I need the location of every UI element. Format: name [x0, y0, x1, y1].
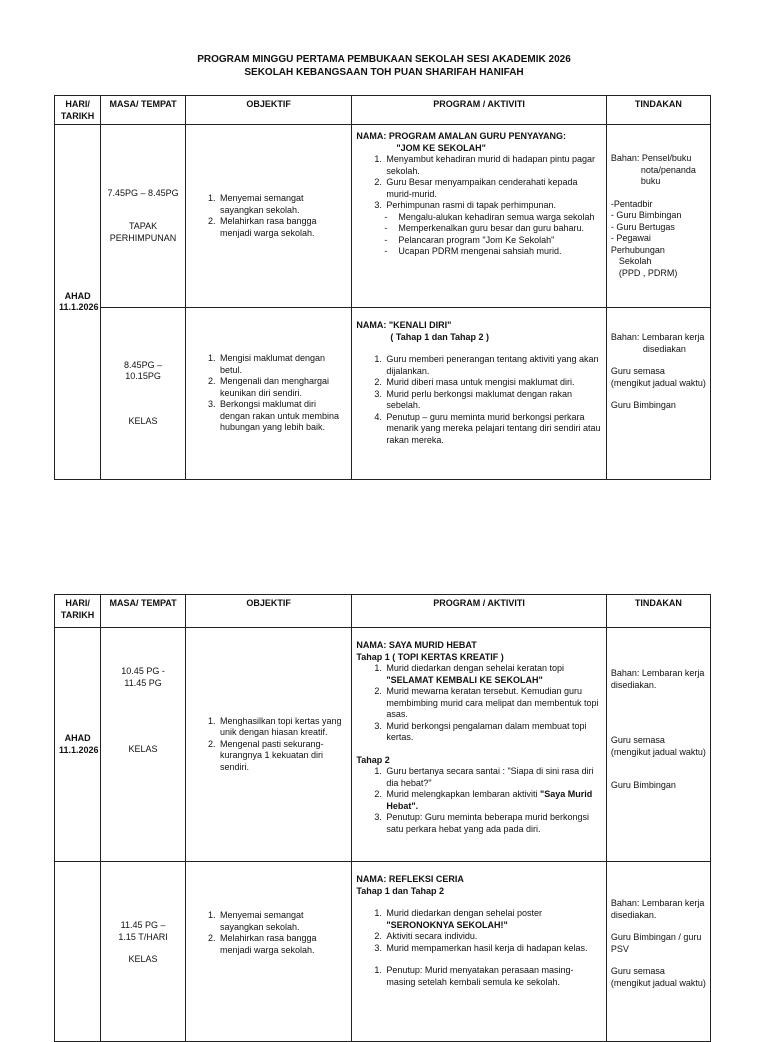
- masa-place: KELAS: [128, 415, 158, 426]
- step-text-bold: "SERONOKNYA SEKOLAH!": [386, 919, 508, 930]
- program-cell: [352, 308, 606, 480]
- program-name: NAMA: "KENALI DIRI": [356, 320, 452, 330]
- program-name: NAMA: REFLEKSI CERIA: [356, 874, 464, 884]
- program-steps: [356, 766, 601, 835]
- header-objektif: OBJEKTIF: [185, 595, 351, 628]
- tindakan-cell: [606, 308, 710, 480]
- list-item: [384, 789, 601, 812]
- list-item: 1. Menyemai semangat sayangkan sekolah.: [218, 193, 347, 216]
- masa-time: 8.45PG – 10.15PG: [124, 359, 163, 382]
- table-row: [55, 308, 711, 480]
- tindakan-bahan-cont: disediakan: [642, 343, 686, 354]
- program-substeps: [356, 212, 601, 258]
- header-tindakan: TINDAKAN: [606, 595, 710, 628]
- schedule-table-2: [54, 594, 711, 1042]
- tindakan-item: Sekolah: [618, 256, 652, 266]
- tindakan-bahan: Bahan: Lembaran kerja disediakan.: [610, 898, 705, 920]
- list-item: - Pelancaran program "Jom Ke Sekolah": [386, 235, 601, 247]
- list-item: 3. Murid perlu berkongsi maklumat dengan rakan sebelah.: [384, 389, 601, 412]
- tindakan-semasa: Guru semasa (mengikut jadual waktu): [610, 966, 706, 988]
- objektif-list: [190, 193, 347, 239]
- header-hari: HARI/ TARIKH: [55, 96, 101, 125]
- list-item: 1. Penutup: Murid menyatakan perasaan masing-masing setelah kembali semula ke sekolah.: [384, 965, 601, 988]
- step-text-bold: "SELAMAT KEMBALI KE SEKOLAH": [386, 674, 543, 685]
- step-text-bold: "Saya Murid Hebat".: [386, 789, 593, 811]
- program-steps: [356, 908, 601, 954]
- list-item: 1. Guru memberi penerangan tentang aktiviti yang akan dijalankan.: [384, 354, 601, 377]
- list-item: 2. Guru Besar menyampaikan cenderahati kepada murid-murid.: [384, 177, 601, 200]
- hari-text: AHAD 11.1.2026: [59, 733, 99, 755]
- table-header-row: [55, 96, 711, 125]
- hari-cell: [55, 862, 101, 1042]
- objektif-list: [190, 716, 347, 774]
- tindakan-item: - Guru Bimbingan: [610, 210, 682, 220]
- objektif-cell: [185, 628, 351, 862]
- step-text: Murid diedarkan dengan sehelai keratan topi: [386, 663, 564, 673]
- tindakan-guru: Guru Bimbingan: [610, 780, 676, 790]
- hari-cell: [55, 125, 101, 480]
- tindakan-guru: Guru Bimbingan: [610, 400, 676, 410]
- list-item: 2. Murid mewarna keratan tersebut. Kemudian guru membimbing murid cara melipat dan membentuk topi asas.: [384, 686, 601, 721]
- list-item: 2. Mengenal pasti sekurang-kurangnya 1 kekuatan diri sendiri.: [218, 739, 347, 774]
- program-tahap: Tahap 1 dan Tahap 2: [356, 885, 445, 896]
- list-item: 1. Menghasilkan topi kertas yang unik dengan hiasan kreatif.: [218, 716, 347, 739]
- tindakan-cell: [606, 125, 710, 308]
- objektif-cell: [185, 308, 351, 480]
- list-item: 2. Mengenali dan menghargai keunikan diri sendiri.: [218, 376, 347, 399]
- tindakan-bahan-cont: buku: [640, 176, 661, 186]
- program-cell: [352, 628, 606, 862]
- program-tahap: Tahap 2: [356, 754, 390, 765]
- list-item: 2. Melahirkan rasa bangga menjadi warga sekolah.: [218, 216, 347, 239]
- objektif-cell: [185, 125, 351, 308]
- table-row: [55, 125, 711, 308]
- tindakan-semasa: Guru semasa (mengikut jadual waktu): [610, 366, 706, 388]
- table-row: [55, 628, 711, 862]
- program-subtitle: ( Tahap 1 dan Tahap 2 ): [390, 331, 490, 342]
- list-item: 3. Perhimpunan rasmi di tapak perhimpunan.: [384, 200, 601, 212]
- tindakan-item: - Guru Bertugas: [610, 221, 675, 232]
- tindakan-cell: [606, 862, 710, 1042]
- list-item: 1. Guru bertanya secara santai : "Siapa di sini rasa diri dia hebat?": [384, 766, 601, 789]
- program-steps: [356, 154, 601, 212]
- school-name: SEKOLAH KEBANGSAAN TOH PUAN SHARIFAH HANIFAH: [244, 67, 524, 78]
- objektif-cell: [185, 862, 351, 1042]
- list-item: 2. Melahirkan rasa bangga menjadi warga sekolah.: [218, 933, 347, 956]
- masa-cell: [101, 862, 186, 1042]
- list-item: 3. Murid mempamerkan hasil kerja di hadapan kelas.: [384, 943, 601, 955]
- header-tindakan: TINDAKAN: [606, 96, 710, 125]
- step-text: Murid diedarkan dengan sehelai poster: [386, 908, 542, 918]
- objektif-list: [190, 910, 347, 956]
- table-row: [55, 862, 711, 1042]
- tindakan-semasa: Guru semasa (mengikut jadual waktu): [610, 735, 706, 757]
- header-hari: HARI/ TARIKH: [55, 595, 101, 628]
- tindakan-guru: Guru Bimbingan / guru PSV: [610, 932, 702, 954]
- objektif-list: [190, 353, 347, 434]
- tindakan-bahan-cont: nota/penanda: [640, 164, 696, 175]
- step-text: Murid melengkapkan lembaran aktiviti: [386, 789, 540, 799]
- document-title: PROGRAM MINGGU PERTAMA PEMBUKAAN SEKOLAH SESI AKADEMIK 2026: [197, 54, 571, 65]
- masa-cell: [101, 628, 186, 862]
- tindakan-item: (PPD , PDRM): [618, 267, 678, 278]
- schedule-table-1: [54, 95, 711, 480]
- table-header-row: [55, 595, 711, 628]
- list-item: - Memperkenalkan guru besar dan guru baharu.: [386, 223, 601, 235]
- program-cell: [352, 125, 606, 308]
- tindakan-item: -Pentadbir: [610, 198, 653, 209]
- masa-place: TAPAK PERHIMPUNAN: [109, 221, 177, 243]
- program-steps: [356, 965, 601, 988]
- header-masa: MASA/ TEMPAT: [101, 96, 186, 125]
- program-subtitle: "JOM KE SEKOLAH": [396, 142, 486, 153]
- list-item: 3. Berkongsi maklumat diri dengan rakan untuk membina hubungan yang lebih baik.: [218, 399, 347, 434]
- program-name: NAMA: SAYA MURID HEBAT: [356, 640, 477, 650]
- list-item: 3. Penutup: Guru meminta beberapa murid berkongsi satu perkara hebat yang ada pada diri.: [384, 812, 601, 835]
- header-objektif: OBJEKTIF: [185, 96, 351, 125]
- program-name: NAMA: PROGRAM AMALAN GURU PENYAYANG:: [356, 131, 567, 141]
- masa-place: KELAS: [128, 954, 158, 964]
- list-item: 1. Menyemai semangat sayangkan sekolah.: [218, 910, 347, 933]
- header-masa: MASA/ TEMPAT: [101, 595, 186, 628]
- list-item: 2. Aktiviti secara individu.: [384, 931, 601, 943]
- masa-cell: [101, 125, 186, 308]
- list-item: 1. Mengisi maklumat dengan betul.: [218, 353, 347, 376]
- masa-cell: [101, 308, 186, 480]
- tindakan-cell: [606, 628, 710, 862]
- list-item: 2. Murid diberi masa untuk mengisi maklumat diri.: [384, 377, 601, 389]
- list-item: 3. Murid berkongsi pengalaman dalam membuat topi kertas.: [384, 721, 601, 744]
- tindakan-bahan: Bahan: Lembaran kerja disediakan.: [610, 668, 705, 690]
- tindakan-item: - Pegawai Perhubungan: [610, 233, 665, 255]
- hari-cell: [55, 628, 101, 862]
- program-tahap: Tahap 1 ( TOPI KERTAS KREATIF ): [356, 651, 504, 662]
- masa-time: 11.45 PG – 1.15 T/HARI: [118, 920, 168, 942]
- header-program: PROGRAM / AKTIVITI: [352, 96, 606, 125]
- masa-time: 7.45PG – 8.45PG: [107, 187, 179, 198]
- tindakan-bahan: Bahan: Lembaran kerja: [610, 332, 705, 342]
- program-steps: [356, 354, 601, 446]
- masa-time: 10.45 PG - 11.45 PG: [121, 666, 165, 688]
- tindakan-bahan: Bahan: Pensel/buku: [610, 153, 692, 163]
- list-item: [384, 908, 601, 931]
- masa-place: KELAS: [128, 744, 158, 754]
- header-program: PROGRAM / AKTIVITI: [352, 595, 606, 628]
- hari-text: AHAD 11.1.2026: [59, 290, 99, 312]
- list-item: 1. Menyambut kehadiran murid di hadapan pintu pagar sekolah.: [384, 154, 601, 177]
- program-cell: [352, 862, 606, 1042]
- list-item: [384, 663, 601, 686]
- list-item: - Mengalu-alukan kehadiran semua warga sekolah: [386, 212, 601, 224]
- list-item: 4. Penutup – guru meminta murid berkongsi perkara menarik yang mereka pelajari tentang diri sendiri atau rakan mereka.: [384, 412, 601, 447]
- program-steps: [356, 663, 601, 744]
- list-item: - Ucapan PDRM mengenai sahsiah murid.: [386, 246, 601, 258]
